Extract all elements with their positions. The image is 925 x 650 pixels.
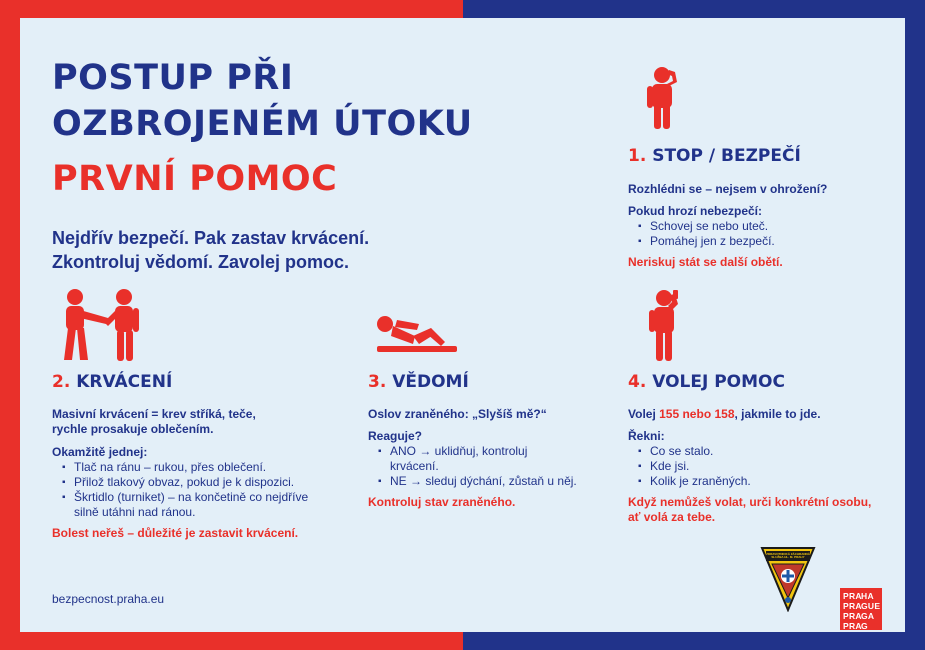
list-item: ▪ NE → sleduj dýchání, zůstaň u něj. bbox=[368, 474, 577, 489]
list-item: ▪ ANO → uklidňuj, kontroluj bbox=[368, 444, 527, 459]
step1-list bbox=[628, 219, 775, 249]
step1-label: Pokud hrozí nebezpečí: bbox=[628, 204, 763, 218]
subtitle: PRVNÍ POMOC bbox=[52, 159, 338, 199]
step4-list bbox=[628, 444, 751, 489]
step1-lead: Rozhlédni se – nejsem v ohrožení? bbox=[628, 182, 828, 196]
step3-list bbox=[368, 444, 527, 459]
list-item: ▪ Kolik je zraněných. bbox=[628, 474, 751, 489]
person-helping-icon bbox=[60, 288, 142, 362]
intro-line2: Zkontroluj vědomí. Zavolej pomoc. bbox=[52, 252, 350, 272]
step1-number: 1. bbox=[628, 146, 647, 166]
logo-text: PRA bbox=[843, 611, 862, 621]
step2-list-continuation: silně utáhni nad ránou. bbox=[74, 505, 196, 519]
step2-lead-line2: rychle prosakuje oblečením. bbox=[52, 422, 214, 436]
logo-text: G bbox=[861, 621, 868, 631]
logo-text: PRA bbox=[843, 621, 862, 631]
logo-text: HA bbox=[861, 591, 874, 601]
logo-text: GUE bbox=[861, 601, 881, 611]
praha-logo bbox=[840, 588, 882, 630]
person-phone-icon bbox=[648, 288, 690, 362]
step4-label: Řekni: bbox=[628, 429, 665, 443]
person-looking-icon bbox=[645, 66, 687, 130]
step2-label: Okamžitě jednej: bbox=[52, 445, 148, 459]
logo-text: GA bbox=[861, 611, 875, 621]
poster-panel bbox=[20, 18, 905, 632]
step3-number: 3. bbox=[368, 372, 387, 392]
step3-lead: Oslov zraněného: „Slyšíš mě?“ bbox=[368, 407, 547, 421]
list-item: ▪ Tlač na ránu – rukou, přes oblečení. bbox=[52, 460, 308, 475]
step2-heading bbox=[52, 372, 172, 392]
step1-warning: Neriskuj stát se další obětí. bbox=[628, 255, 783, 269]
list-item: ▪ Pomáhej jen z bezpečí. bbox=[628, 234, 775, 249]
step2-number: 2. bbox=[52, 372, 71, 392]
step3-label: Reaguje? bbox=[368, 429, 423, 443]
person-lying-icon bbox=[375, 310, 459, 356]
logo-text: PRA bbox=[843, 591, 862, 601]
step3-heading bbox=[368, 372, 469, 392]
title-line1: POSTUP PŘI bbox=[52, 58, 294, 98]
step1-title: STOP / BEZPEČÍ bbox=[652, 146, 801, 166]
list-item: ▪ Co se stalo. bbox=[628, 444, 751, 459]
step3-title: VĚDOMÍ bbox=[392, 372, 469, 392]
step2-list bbox=[52, 460, 308, 505]
step4-lead bbox=[628, 407, 821, 422]
step3-list-continuation: krvácení. bbox=[390, 459, 439, 473]
step4-warning-line2: ať volá za tebe. bbox=[628, 510, 716, 524]
step4-lead-after: , jakmile to jde. bbox=[734, 407, 821, 421]
list-item: ▪ Přilož tlakový obvaz, pokud je k dispozici. bbox=[52, 475, 308, 490]
list-item: ▪ Schovej se nebo uteč. bbox=[628, 219, 775, 234]
step3-list-2 bbox=[368, 474, 577, 489]
step4-title: VOLEJ POMOC bbox=[652, 372, 785, 392]
step1-heading bbox=[628, 146, 801, 166]
emblem-text: ZDRAVOTNICKÁ ZÁCHRANNÁ SLUŽBA HL. M. PRAHY bbox=[766, 552, 810, 560]
step2-warning: Bolest neřeš – důležité je zastavit krvácení. bbox=[52, 526, 299, 540]
emergency-numbers: 155 nebo 158 bbox=[659, 407, 735, 421]
title-line2: OZBROJENÉM ÚTOKU bbox=[52, 104, 473, 144]
footer-url[interactable]: bezpecnost.praha.eu bbox=[52, 592, 165, 606]
logo-text: PRA bbox=[843, 601, 862, 611]
step2-title: KRVÁCENÍ bbox=[76, 372, 173, 392]
list-item: ▪ Škrtidlo (turniket) – na končetině co nejdříve bbox=[52, 490, 308, 505]
step4-lead-before: Volej bbox=[628, 407, 660, 421]
step4-heading bbox=[628, 372, 785, 392]
step4-number: 4. bbox=[628, 372, 647, 392]
step4-warning-line1: Když nemůžeš volat, urči konkrétní osobu, bbox=[628, 495, 872, 509]
step3-warning: Kontroluj stav zraněného. bbox=[368, 495, 516, 509]
intro-line1: Nejdřív bezpečí. Pak zastav krvácení. bbox=[52, 228, 370, 248]
list-item: ▪ Kde jsi. bbox=[628, 459, 751, 474]
step2-lead-line1: Masivní krvácení = krev stříká, teče, bbox=[52, 407, 256, 421]
